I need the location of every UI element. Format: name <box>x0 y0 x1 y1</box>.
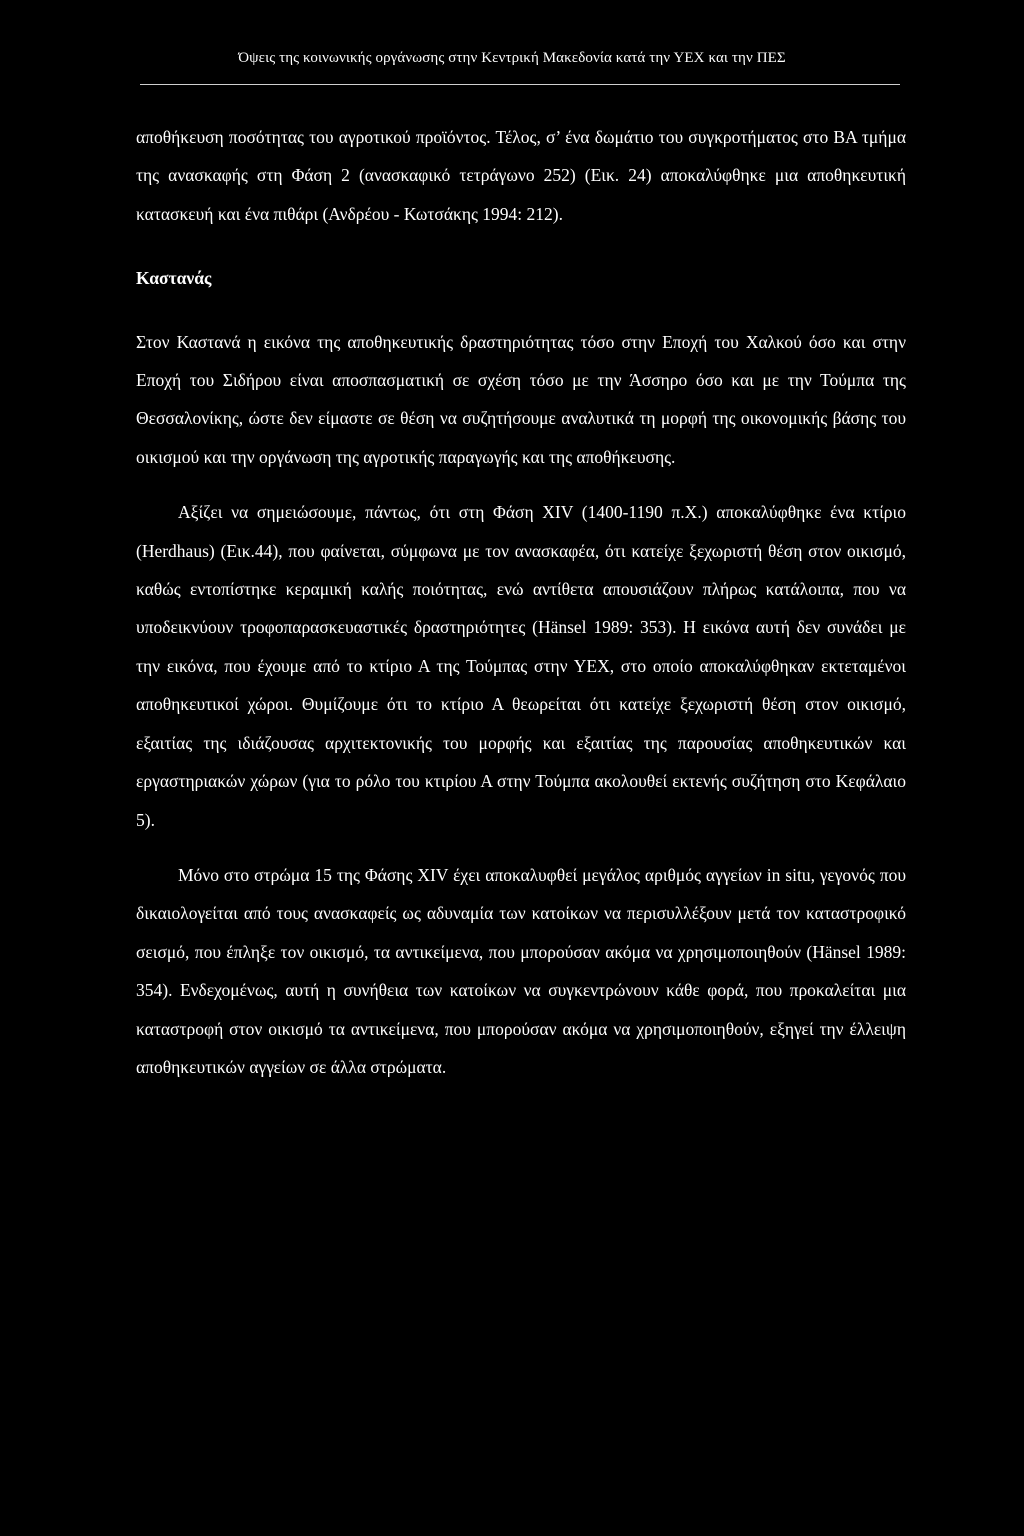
paragraph-intro-continuation: αποθήκευση ποσότητας του αγροτικού προϊόντος. Τέλος, σ’ ένα δωμάτιο του συγκροτήματος στο ΒΑ τμήμα της ανασκαφής στη Φάση 2 (ανασκαφικό τετράγωνο 252) (Εικ. 24) αποκαλύφθηκε μια αποθηκευτική κατασκευή και ένα πιθάρι (Ανδρέου - Κωτσάκης 1994: 212). <box>136 127 906 224</box>
paragraph-kastanas-intro: Στον Καστανά η εικόνα της αποθηκευτικής δραστηριότητας τόσο στην Εποχή του Χαλκού όσο και στην Εποχή του Σιδήρου είναι αποσπασματική σε σχέση τόσο με την Άσσηρο όσο και με την Τούμπα της Θεσσαλονίκης, ώστε δεν είμαστε σε θέση να συζητήσουμε αναλυτικά τη μορφή της οικονομικής βάσης του οικισμού και την οργάνωση της αγροτικής παραγωγής και της αποθήκευσης. <box>136 331 906 467</box>
section-heading-kastanas: Καστανάς <box>136 268 212 289</box>
paragraph-layer-15: Μόνο στο στρώμα 15 της Φάσης XIV έχει αποκαλυφθεί μεγάλος αριθμός αγγείων in situ, γεγονός που δικαιολογείται από τους ανασκαφείς ως αδυναμία των κατοίκων να περισυλλέξουν μετά τον καταστροφικό σεισμό, που έπληξε τον οικισμό, τα αντικείμενα, που μπορούσαν ακόμα να χρησιμοποιηθούν (Hänsel 1989: 354). Ενδεχομένως, αυτή η συνήθεια των κατοίκων να συγκεντρώνουν κάθε φορά, που προκαλείται μια καταστροφή στον οικισμό τα αντικείμενα, που μπορούσαν ακόμα να χρησιμοποιηθούν, εξηγεί την έλλειψη αποθηκευτικών αγγείων σε άλλα στρώματα. <box>136 864 906 1077</box>
header-rule <box>140 84 900 85</box>
paragraph-phase-xiv-building: Αξίζει να σημειώσουμε, πάντως, ότι στη Φάση XIV (1400-1190 π.Χ.) αποκαλύφθηκε ένα κτίριο (Herdhaus) (Εικ.44), που φαίνεται, σύμφωνα με τον ανασκαφέα, ότι κατείχε ξεχωριστή θέση στον οικισμό, καθώς εντοπίστηκε κεραμική καλής ποιότητας, ενώ αντίθετα απουσιάζουν πλήρως κατάλοιπα, που να υποδεικνύουν τροφοπαρασκευαστικές δραστηριότητες (Hänsel 1989: 353). Η εικόνα αυτή δεν συνάδει με την εικόνα, που έχουμε από το κτίριο Α της Τούμπας στην ΥΕΧ, στο οποίο αποκαλύφθηκαν εκτεταμένοι αποθηκευτικοί χώροι. Θυμίζουμε ότι το κτίριο Α θεωρείται ότι κατείχε ξεχωριστή θέση στον οικισμό, εξαιτίας της ιδιάζουσας αρχιτεκτονικής του μορφής και εξαιτίας της παρουσίας αποθηκευτικών και εργαστηριακών χώρων (για το ρόλο του κτιρίου Α στην Τούμπα ακολουθεί εκτενής συζήτηση στο Κεφάλαιο 5). <box>136 502 906 830</box>
running-header: Όψεις της κοινωνικής οργάνωσης στην Κεντρική Μακεδονία κατά την ΥΕΧ και την ΠΕΣ <box>238 50 786 66</box>
page-body <box>136 118 906 1086</box>
